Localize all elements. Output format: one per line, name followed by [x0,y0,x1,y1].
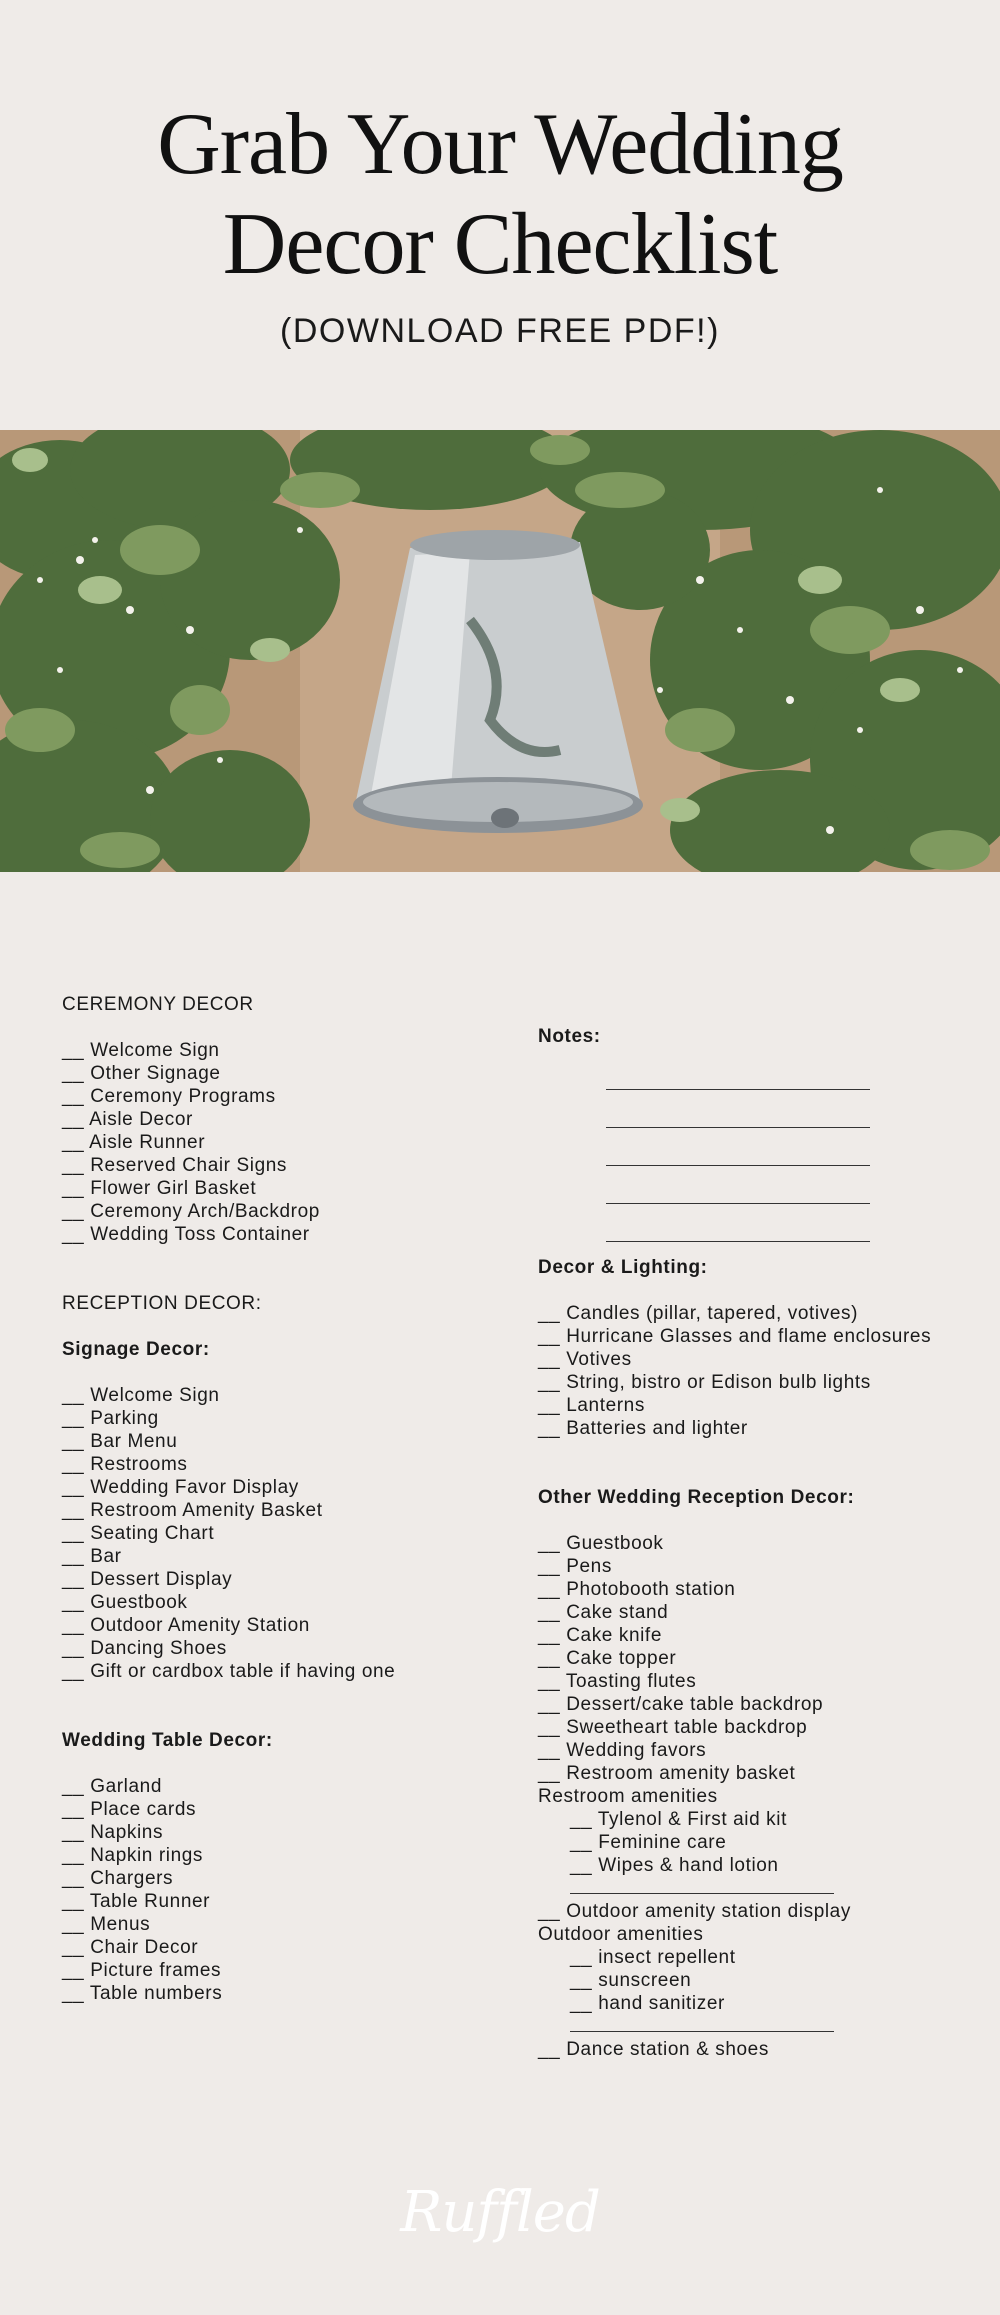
list-item: __ Parking [62,1408,159,1429]
list-item: __ Feminine care [570,1832,727,1853]
list-item: __ Gift or cardbox table if having one [62,1661,396,1682]
list-item: __ Photobooth station [538,1579,736,1600]
list-item: __ Table numbers [62,1983,223,2004]
list-item: __ Outdoor Amenity Station [62,1615,310,1636]
list-item: __ Cake topper [538,1648,677,1669]
list-item: __ Candles (pillar, tapered, votives) [538,1303,859,1324]
list-item: __ Napkins [62,1822,164,1843]
list-item: __ Dance station & shoes [538,2039,769,2060]
list-item: __ Restrooms [62,1454,188,1475]
list-item: __ Picture frames [62,1960,222,1981]
list-item: __ Menus [62,1914,151,1935]
list-item: __ Napkin rings [62,1845,204,1866]
list-item: __ Ceremony Arch/Backdrop [62,1201,320,1222]
list-item: __ Table Runner [62,1891,211,1912]
ruffled-logo[interactable]: Ruffled [400,2180,600,2245]
blank-line[interactable] [538,1877,931,1900]
other-decor-heading: Other Wedding Reception Decor: [538,1487,855,1508]
notes-heading: Notes: [538,1026,601,1047]
signage-heading: Signage Decor: [62,1339,210,1360]
table-decor-heading: Wedding Table Decor: [62,1730,273,1751]
list-item: __ Wedding favors [538,1740,707,1761]
list-item: __ Pens [538,1556,612,1577]
list-item: __ Flower Girl Basket [62,1178,257,1199]
list-item: __ Hurricane Glasses and flame enclosures [538,1326,932,1347]
list-item: __ Chair Decor [62,1937,199,1958]
list-item: __ Other Signage [62,1063,221,1084]
reception-heading: RECEPTION DECOR: [62,1293,262,1314]
note-line[interactable] [606,1090,870,1128]
list-item: __ Welcome Sign [62,1040,220,1061]
notes-lines[interactable] [538,1052,931,1242]
list-item: __ insect repellent [570,1947,736,1968]
download-subtitle[interactable]: (DOWNLOAD FREE PDF!) [280,312,720,350]
list-item: __ Seating Chart [62,1523,215,1544]
list-item: __ Reserved Chair Signs [62,1155,288,1176]
list-item: __ Garland [62,1776,163,1797]
hero-image [0,430,1000,872]
restroom-amenities-label: Restroom amenities [538,1786,718,1807]
list-item: __ Restroom Amenity Basket [62,1500,323,1521]
right-column [538,1025,931,2061]
list-item: __ Cake stand [538,1602,669,1623]
list-item: __ Place cards [62,1799,197,1820]
note-line[interactable] [606,1128,870,1166]
left-column [62,993,395,2005]
ceremony-heading: CEREMONY DECOR [62,994,254,1015]
list-item: __ Cake knife [538,1625,662,1646]
list-item: __ Restroom amenity basket [538,1763,796,1784]
list-item: __ Toasting flutes [538,1671,697,1692]
list-item: __ Chargers [62,1868,174,1889]
list-item: __ Dessert Display [62,1569,233,1590]
list-item: __ Outdoor amenity station display [538,1901,851,1922]
note-line[interactable] [606,1166,870,1204]
blank-line[interactable] [538,2015,931,2038]
list-item: __ Dancing Shoes [62,1638,227,1659]
list-item: __ Ceremony Programs [62,1086,276,1107]
list-item: __ hand sanitizer [570,1993,725,2014]
title-line-2: Decor Checklist [222,196,778,293]
list-item: __ Dessert/cake table backdrop [538,1694,824,1715]
lighting-heading: Decor & Lighting: [538,1257,708,1278]
list-item: __ Aisle Decor [62,1109,193,1130]
note-line[interactable] [606,1204,870,1242]
page-title [0,95,1000,295]
list-item: __ Welcome Sign [62,1385,220,1406]
list-item: __ Lanterns [538,1395,645,1416]
list-item: __ String, bistro or Edison bulb lights [538,1372,871,1393]
list-item: __ Wedding Toss Container [62,1224,310,1245]
list-item: __ Wedding Favor Display [62,1477,299,1498]
list-item: __ sunscreen [570,1970,692,1991]
list-item: __ Wipes & hand lotion [570,1855,779,1876]
list-item: __ Batteries and lighter [538,1418,748,1439]
note-line[interactable] [606,1052,870,1090]
outdoor-amenities-label: Outdoor amenities [538,1924,704,1945]
list-item: __ Sweetheart table backdrop [538,1717,808,1738]
list-item: __ Guestbook [62,1592,188,1613]
list-item: __ Bar Menu [62,1431,178,1452]
list-item: __ Tylenol & First aid kit [570,1809,787,1830]
list-item: __ Guestbook [538,1533,664,1554]
list-item: __ Aisle Runner [62,1132,206,1153]
list-item: __ Bar [62,1546,122,1567]
title-line-1: Grab Your Wedding [157,96,843,193]
list-item: __ Votives [538,1349,632,1370]
